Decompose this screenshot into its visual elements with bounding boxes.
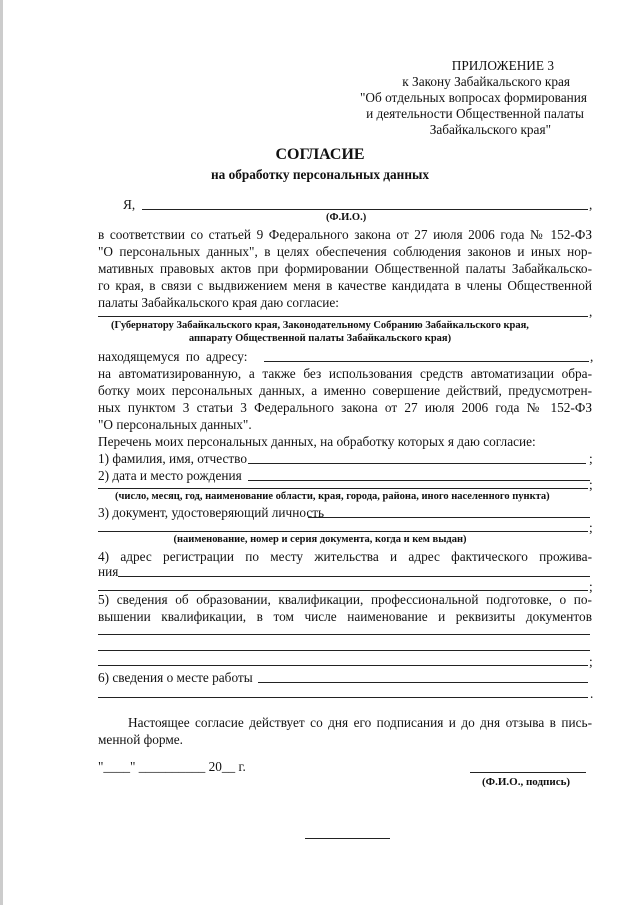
- item6-field-line2[interactable]: [98, 697, 588, 698]
- fio-hint: (Ф.И.О.): [326, 212, 367, 223]
- signature-field[interactable]: [470, 772, 586, 773]
- appendix-header: [360, 58, 587, 138]
- item1-label: 1) фамилия, имя, отчество: [98, 451, 248, 466]
- ya-label: Я,: [123, 197, 136, 212]
- validity-line1: Настоящее согласие действует со дня его подписания и до дня отзыва в пись-: [128, 715, 592, 730]
- appendix-title: ПРИЛОЖЕНИЕ 3: [451, 58, 554, 73]
- recipient-hint-line2: аппарату Общественной палаты Забайкальского края): [188, 333, 452, 344]
- item3-semicolon: ;: [589, 520, 593, 535]
- para1-line5: палаты Забайкальского края даю согласие:: [98, 295, 340, 310]
- address-comma: ,: [590, 349, 594, 364]
- item4-line1: 4) адрес регистрации по месту жительства и адрес фактического прожива-: [98, 549, 592, 564]
- item3-field[interactable]: [308, 517, 590, 518]
- appendix-line2: "Об отдельных вопросах формирования: [359, 90, 587, 105]
- item2-hint: (число, месяц, год, наименование области, края, города, района, иного населенного пункта): [115, 491, 550, 502]
- item5-field-line3[interactable]: [98, 665, 588, 666]
- item5-field-line2[interactable]: [98, 650, 590, 651]
- para2-line2: ботку моих персональных данных, а именно совершение действий, предусмотрен-: [98, 383, 592, 398]
- appendix-line1: к Закону Забайкальского края: [402, 74, 570, 89]
- appendix-line3: и деятельности Общественной палаты: [366, 106, 584, 121]
- item5-line1: 5) сведения об образовании, квалификации, профессиональной подготовке, о по-: [98, 592, 592, 607]
- para2-line3: ных пунктом 3 статьи 3 Федерального закона от 27 июля 2006 года № 152-ФЗ: [98, 400, 592, 415]
- item2-field-line2[interactable]: [98, 488, 588, 489]
- para2-line1: на автоматизированную, а также без использования средств автоматизации обра-: [98, 366, 592, 381]
- item4-semicolon: ;: [589, 579, 593, 594]
- signature-hint: (Ф.И.О., подпись): [482, 776, 571, 788]
- list-intro: Перечень моих персональных данных, на обработку которых я даю согласие:: [98, 434, 536, 449]
- recipient-hint-line1: (Губернатору Забайкальского края, Законодательному Собранию Забайкальского края,: [111, 320, 529, 331]
- item4-field[interactable]: [118, 576, 590, 577]
- appendix-line4: Забайкальского края": [429, 122, 551, 137]
- recipient-comma: ,: [589, 304, 593, 319]
- validity-line2: менной форме.: [98, 732, 183, 747]
- date-field[interactable]: "____" __________ 20__ г.: [98, 759, 246, 774]
- document-title: СОГЛАСИЕ: [275, 146, 365, 163]
- item2-field[interactable]: [248, 480, 590, 481]
- fio-comma: ,: [589, 197, 593, 212]
- para1-line3: мативных правовых актов при формировании Общественной палаты Забайкальско-: [98, 261, 592, 276]
- para2-line4: "О персональных данных".: [98, 417, 252, 432]
- item6-label: 6) сведения о месте работы: [98, 670, 253, 685]
- para1-line1: в соответствии со статьей 9 Федерального закона от 27 июля 2006 года № 152-ФЗ: [98, 227, 592, 242]
- item4-line2: ния: [98, 564, 119, 579]
- item5-semicolon: ;: [589, 654, 593, 669]
- item3-field-line2[interactable]: [98, 531, 588, 532]
- item1-semicolon: ;: [589, 451, 593, 466]
- item3-hint: (наименование, номер и серия документа, когда и кем выдан): [173, 534, 467, 545]
- item3-label: 3) документ, удостоверяющий личность: [98, 505, 325, 520]
- item6-field[interactable]: [258, 682, 588, 683]
- item2-label: 2) дата и место рождения: [98, 468, 242, 483]
- item5-field-line1[interactable]: [98, 634, 590, 635]
- item2-semicolon: ;: [589, 477, 593, 492]
- address-label: находящемуся по адресу:: [98, 349, 248, 364]
- bottom-separator: [305, 838, 390, 839]
- item6-period: .: [590, 686, 594, 701]
- para1-line4: го края, в связи с выдвижением меня в качестве кандидата в члены Общественной: [98, 278, 592, 293]
- item1-field[interactable]: [248, 463, 586, 464]
- address-field[interactable]: [264, 361, 589, 362]
- para1-line2: "О персональных данных", в целях обеспечения соблюдения законов и иных нор-: [98, 244, 592, 259]
- document-subtitle: на обработку персональных данных: [210, 167, 430, 182]
- fio-field[interactable]: [142, 209, 588, 210]
- scan-edge: [0, 0, 3, 905]
- recipient-field[interactable]: [98, 316, 588, 317]
- item5-line2: вышении квалификации, в том числе наименование и реквизиты документов: [98, 609, 592, 624]
